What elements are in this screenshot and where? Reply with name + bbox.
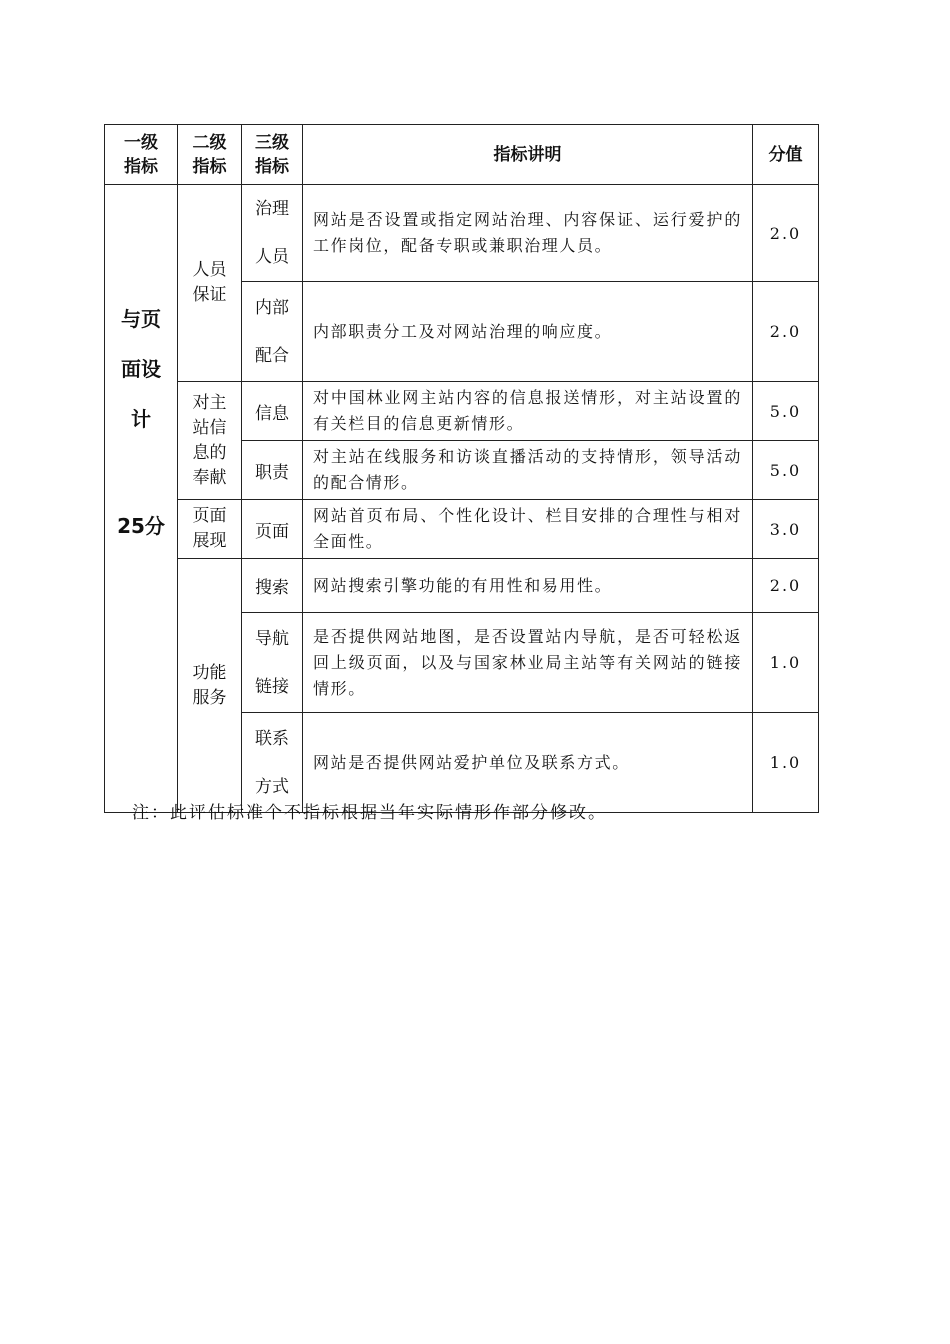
item-description: 是否提供网站地图，是否设置站内导航，是否可轻松返回上级页面，以及与国家林业局主站等有关网站的链接情形。 <box>303 613 753 713</box>
level3-line: 联系 <box>255 728 289 749</box>
level2-line: 保证 <box>192 285 227 305</box>
item-score: 2.0 <box>753 282 819 382</box>
header-level1 <box>105 125 178 185</box>
level1-line2: 面设 <box>121 357 161 382</box>
level2-contribution <box>178 382 242 500</box>
item-description: 内部职责分工及对网站治理的响应度。 <box>303 282 753 382</box>
header-description: 指标讲明 <box>303 125 753 185</box>
level1-category <box>105 185 178 500</box>
level2-line: 息的 <box>192 442 227 463</box>
level2-line: 奉献 <box>192 467 227 488</box>
level3-line: 配合 <box>255 345 289 366</box>
level1-line1: 与页 <box>121 307 161 332</box>
header-level1-line1: 一级 <box>124 132 158 153</box>
item-description: 对主站在线服务和访谈直播活动的支持情形，领导活动的配合情形。 <box>303 441 753 500</box>
item-description: 网站是否提供网站爱护单位及联系方式。 <box>303 713 753 813</box>
level3-item <box>242 713 303 813</box>
level3-line: 内部 <box>255 297 289 318</box>
item-score: 1.0 <box>753 713 819 813</box>
header-level3 <box>242 125 303 185</box>
item-score: 2.0 <box>753 185 819 282</box>
level3-item: 职责 <box>242 441 303 500</box>
header-level1-line2: 指标 <box>124 156 158 177</box>
header-level3-line2: 指标 <box>255 156 289 177</box>
item-score: 5.0 <box>753 441 819 500</box>
level3-item <box>242 185 303 282</box>
level3-item: 页面 <box>242 500 303 559</box>
level2-line: 功能 <box>192 662 227 683</box>
level2-line: 页面 <box>192 506 227 526</box>
level2-function-service <box>178 559 242 813</box>
level3-item <box>242 613 303 713</box>
table-row <box>105 500 819 559</box>
level3-item: 搜索 <box>242 559 303 613</box>
item-description: 网站搜索引擎功能的有用性和易用性。 <box>303 559 753 613</box>
item-score: 2.0 <box>753 559 819 613</box>
header-level2-line1: 二级 <box>192 132 227 153</box>
footnote: 注：此评估标准个不指标根据当年实际情形作部分修改。 <box>132 803 607 823</box>
item-description: 网站是否设置或指定网站治理、内容保证、运行爱护的工作岗位，配备专职或兼职治理人员。 <box>303 185 753 282</box>
item-score: 1.0 <box>753 613 819 713</box>
level3-line: 导航 <box>255 628 289 649</box>
level2-line: 人员 <box>192 260 227 280</box>
header-score: 分值 <box>753 125 819 185</box>
level3-line: 方式 <box>255 776 289 797</box>
header-level2 <box>178 125 242 185</box>
level3-line: 治理 <box>255 199 289 219</box>
item-score: 3.0 <box>753 500 819 559</box>
table-header-row <box>105 125 819 185</box>
level2-line: 对主 <box>192 392 227 413</box>
item-description: 网站首页布局、个性化设计、栏目安排的合理性与相对全面性。 <box>303 500 753 559</box>
level1-total-score: 25分 <box>105 500 178 813</box>
level1-line3: 计 <box>131 407 151 432</box>
table-row <box>105 559 819 613</box>
level2-personnel <box>178 185 242 382</box>
level3-line: 链接 <box>255 676 289 697</box>
level3-item <box>242 282 303 382</box>
header-level3-line1: 三级 <box>255 132 289 153</box>
item-description: 对中国林业网主站内容的信息报送情形，对主站设置的有关栏目的信息更新情形。 <box>303 382 753 441</box>
item-score: 5.0 <box>753 382 819 441</box>
level2-line: 站信 <box>192 417 227 438</box>
table-row <box>105 382 819 441</box>
level3-line: 人员 <box>255 247 289 267</box>
table-row <box>105 185 819 282</box>
level2-line: 展现 <box>192 531 227 551</box>
level3-item: 信息 <box>242 382 303 441</box>
level2-line: 服务 <box>192 687 227 708</box>
header-level2-line2: 指标 <box>192 156 227 177</box>
level2-page-display <box>178 500 242 559</box>
evaluation-table <box>104 124 819 813</box>
